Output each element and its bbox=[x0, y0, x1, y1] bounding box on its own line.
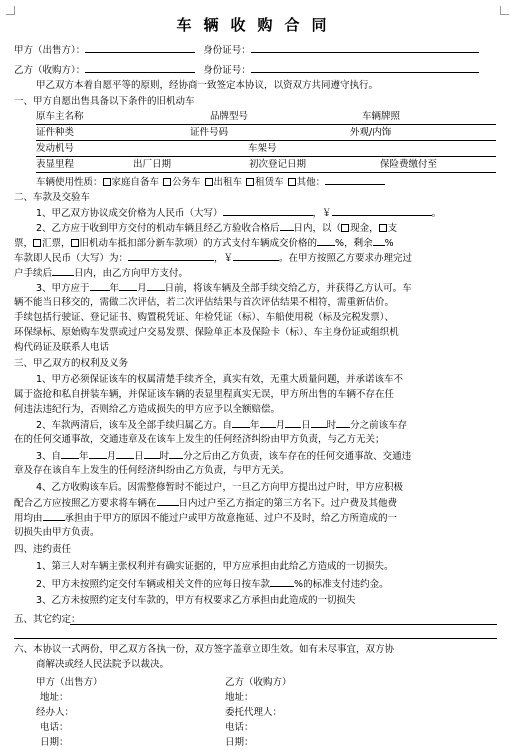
sign-party-a: 甲方（出售方） bbox=[36, 677, 103, 688]
sign-address-a: 地址： bbox=[40, 692, 69, 703]
section-2-heading: 二、车款及交验车 bbox=[14, 192, 91, 203]
mfg-date-label: 出厂日期 bbox=[133, 159, 172, 170]
sign-phone-b: 电话： bbox=[225, 722, 254, 733]
other-terms-line-2[interactable] bbox=[14, 638, 497, 639]
checkbox-icon bbox=[103, 178, 111, 186]
cutoff-a-minute-field[interactable] bbox=[336, 417, 350, 428]
clause-2-3-line-2: 辆不能当日移交的，需做二次评估，若二次评估结果与首次评估结果不相符，需重新估价。 bbox=[14, 297, 395, 308]
party-a-line bbox=[14, 42, 501, 58]
party-b-name-field[interactable] bbox=[85, 62, 195, 73]
cutoff-a-hour-field[interactable] bbox=[311, 417, 327, 428]
remain-percent-field[interactable] bbox=[373, 235, 385, 246]
pay-option-draft[interactable]: 汇票， bbox=[33, 238, 71, 249]
clause-2-2-line-2: 票， 汇票， 旧机动车抵扣部分新车款项）的方式支付车辆成交价格的 %，剩余 % bbox=[14, 235, 501, 251]
price-words-field[interactable] bbox=[223, 205, 313, 216]
mileage-label: 表显里程 bbox=[36, 159, 75, 170]
checkbox-icon bbox=[163, 178, 171, 186]
handover-year-field[interactable] bbox=[90, 280, 110, 291]
vin-label: 车架号 bbox=[248, 143, 277, 154]
clause-2-1: 1、甲乙双方协议成交价格为人民币（大写） ，￥ 。 bbox=[36, 205, 501, 221]
checkbox-icon bbox=[71, 239, 79, 247]
clause-3-3-line-1: 3、自 年 月 日 时 分之后由乙方负责，该车存在的任何交通事故、交通违 bbox=[36, 448, 501, 464]
clause-2-3-line-3: 手续包括行驶证、登记证书、购置税凭证、年检凭证（标）、车船使用税（标及完税发票）、 bbox=[14, 312, 395, 323]
contract-title: 车辆收购合同 bbox=[176, 16, 339, 34]
sign-agent-a: 经办人： bbox=[36, 707, 75, 718]
clause-3-4-line-3: 用均由 承担由于甲方的原因不能过户或甲方故意拖延、过户不及时，给乙方所造成的一 bbox=[14, 510, 501, 526]
color-label: 外观/内饰 bbox=[350, 127, 392, 138]
sign-party-b: 乙方（收购方） bbox=[225, 677, 292, 688]
cert-no-label: 证件号码 bbox=[190, 127, 229, 138]
party-b-id-field[interactable] bbox=[251, 62, 479, 73]
sign-phone-a: 电话： bbox=[40, 722, 69, 733]
page-corner-mark bbox=[6, 6, 15, 15]
party-b-line bbox=[14, 62, 501, 78]
clause-4-1: 1、第三人对车辆主张权利并有确实证据的，甲方应承担由此给乙方造成的一切损失。 bbox=[36, 561, 394, 572]
insurance-label: 保险费缴付至 bbox=[380, 159, 438, 170]
usage-option-official[interactable]: 公务车 bbox=[163, 177, 201, 188]
transfer-days-field[interactable] bbox=[52, 265, 74, 276]
cutoff-b-hour-field[interactable] bbox=[144, 448, 160, 459]
cert-type-label: 证件种类 bbox=[36, 127, 75, 138]
usage-label: 车辆使用性质： bbox=[36, 177, 103, 188]
usage-option-taxi[interactable]: 出租车 bbox=[205, 177, 243, 188]
other-terms-line-1[interactable] bbox=[70, 624, 497, 625]
engine-no-label: 发动机号 bbox=[36, 143, 75, 154]
grid-rule bbox=[36, 124, 496, 125]
brand-model-label: 品牌型号 bbox=[210, 111, 249, 122]
cutoff-a-month-field[interactable] bbox=[260, 417, 276, 428]
checkbox-icon bbox=[205, 178, 213, 186]
pay-percent-field[interactable] bbox=[317, 235, 335, 246]
section-1-heading: 一、甲方自愿出售具备以下条件的旧机动车 bbox=[14, 96, 195, 107]
clause-2-3-line-1: 3、甲方应于 年 月 日前，将该车辆及全部手续交给乙方，并获得乙方认可。车 bbox=[36, 280, 501, 296]
party-a-id-field[interactable] bbox=[251, 42, 479, 53]
checkbox-icon bbox=[246, 178, 254, 186]
handover-month-field[interactable] bbox=[119, 280, 137, 291]
pay-option-cheque[interactable]: 支 bbox=[379, 223, 398, 234]
checkbox-icon bbox=[288, 178, 296, 186]
party-a-name-field[interactable] bbox=[85, 42, 195, 53]
usage-option-rental[interactable]: 租赁车 bbox=[246, 177, 284, 188]
cutoff-a-year-field[interactable] bbox=[232, 417, 250, 428]
cutoff-b-year-field[interactable] bbox=[61, 448, 79, 459]
clause-3-2-line-1: 2、车款两清后，该车及全部手续归属乙方。自 年 月 日 时 分之前该车存 bbox=[36, 417, 501, 433]
penalty-percent-field[interactable] bbox=[270, 576, 294, 587]
price-number-field[interactable] bbox=[332, 205, 432, 216]
clause-2-2-line-3: 车款即人民币（大写）为： ，￥ 。在甲方按照乙方要求办理完过 bbox=[14, 250, 501, 266]
intro-text: 甲乙双方本着自愿平等的原则，经协商一致签定本协议，以资双方共同遵守执行。 bbox=[36, 80, 379, 91]
remain-number-field[interactable] bbox=[233, 250, 279, 261]
pay-days-field[interactable] bbox=[280, 220, 294, 231]
first-reg-label: 初次登记日期 bbox=[249, 159, 307, 170]
party-a-label: 甲方（出售方）： bbox=[14, 45, 86, 56]
sign-address-b: 地址： bbox=[225, 692, 254, 703]
pay-option-trade-in[interactable]: 旧机动车抵扣部分新车款项）的方式支付车辆成交价格的 bbox=[71, 238, 318, 249]
sign-date-b: 日期： bbox=[225, 737, 254, 748]
checkbox-icon bbox=[379, 224, 387, 232]
transfer-deadline-field[interactable] bbox=[157, 495, 179, 506]
clause-3-1-line-2: 属于盗抢和私自拼装车辆，并保证该车辆的表显里程真实无误，甲方所出售的车辆不存在任 bbox=[14, 389, 395, 400]
clause-3-4-line-1: 4、乙方收购该车后。因需整修暂时不能过户，一旦乙方向甲方提出过户时，甲方应积极 bbox=[36, 482, 404, 493]
cutoff-a-day-field[interactable] bbox=[285, 417, 301, 428]
clause-4-3: 3、乙方未按照约定支付车款的，甲方有权要求乙方承担由此造成的一切损失 bbox=[36, 595, 356, 606]
clause-2-3-line-5: 构代码证及联系人电话 bbox=[14, 342, 110, 353]
cutoff-b-minute-field[interactable] bbox=[169, 448, 183, 459]
clause-3-2-line-2: 在的任何交通事故，交通违章及在该车上发生的任何经济纠纷由甲方负责，与乙方无关； bbox=[14, 434, 385, 445]
sign-date-a: 日期： bbox=[40, 737, 69, 748]
party-b-id-label: 身份证号： bbox=[203, 65, 251, 76]
clause-3-4-line-4: 切损失由甲方负责。 bbox=[14, 527, 100, 538]
cutoff-b-day-field[interactable] bbox=[116, 448, 134, 459]
section-4-heading: 四、违约责任 bbox=[14, 544, 72, 555]
usage-option-other[interactable]: 其他： bbox=[288, 177, 326, 188]
clause-2-3-line-4: 环保绿标、原始购车发票或过户交易发票、保险单正本及保险卡（标）、车主身份证或组织机 bbox=[14, 327, 399, 338]
owner-name-label: 原车主名称 bbox=[36, 111, 84, 122]
fee-bearer-field[interactable] bbox=[43, 510, 65, 521]
section-5-heading: 五、其它约定： bbox=[14, 614, 81, 625]
clause-3-3-line-2: 章及存在该自车上发生的任何经济纠纷由乙方负责，与甲方无关。 bbox=[14, 465, 290, 476]
section-3-heading: 三、甲乙双方的权利及义务 bbox=[14, 358, 129, 369]
usage-option-private[interactable]: 家庭自备车 bbox=[103, 177, 160, 188]
party-a-id-label: 身份证号： bbox=[203, 45, 251, 56]
remain-words-field[interactable] bbox=[128, 250, 214, 261]
clause-6-line-2: 商解决或经人民法院予以裁决。 bbox=[36, 659, 170, 670]
plate-label: 车辆牌照 bbox=[362, 111, 401, 122]
checkbox-icon bbox=[33, 239, 41, 247]
pay-option-cash[interactable]: 现金， bbox=[341, 223, 379, 234]
clause-3-4-line-2: 配合乙方应按照乙方要求将车辆在 日内过户至乙方指定的第三方名下。过户费及其他费 bbox=[14, 495, 501, 511]
clause-2-2-line-1: 2、乙方应于收到甲方交付的机动车辆且经乙方验收合格后 日内，以（ 现金， 支 bbox=[36, 220, 501, 236]
cutoff-b-month-field[interactable] bbox=[89, 448, 107, 459]
usage-line bbox=[36, 174, 501, 190]
clause-6-line-1: 六、本协议一式两份，甲乙双方各执一份，双方签字盖章立即生效。如有未尽事宜，双方协 bbox=[14, 644, 395, 655]
page-corner-mark bbox=[500, 6, 509, 15]
clause-4-2: 2、甲方未按照约定交付车辆或相关文件的应每日按车款 %的标准支付违约金。 bbox=[36, 576, 501, 592]
sign-agent-b: 委托代理人： bbox=[225, 707, 283, 718]
party-b-label: 乙方（收购方）： bbox=[14, 65, 86, 76]
clause-3-1-line-3: 何违法违纪行为，否则给乙方造成损失的甲方应予以全额赔偿。 bbox=[14, 404, 281, 415]
checkbox-icon bbox=[341, 224, 349, 232]
handover-day-field[interactable] bbox=[147, 280, 165, 291]
clause-3-1-line-1: 1、甲方必须保证该车的权属清楚手续齐全，真实有效，无重大质量问题，并承诺该车不 bbox=[36, 374, 404, 385]
usage-other-field[interactable] bbox=[325, 174, 385, 185]
clause-2-2-line-4: 户手续后 日内，由乙方向甲方支付。 bbox=[14, 265, 501, 281]
grid-rule bbox=[36, 172, 496, 173]
